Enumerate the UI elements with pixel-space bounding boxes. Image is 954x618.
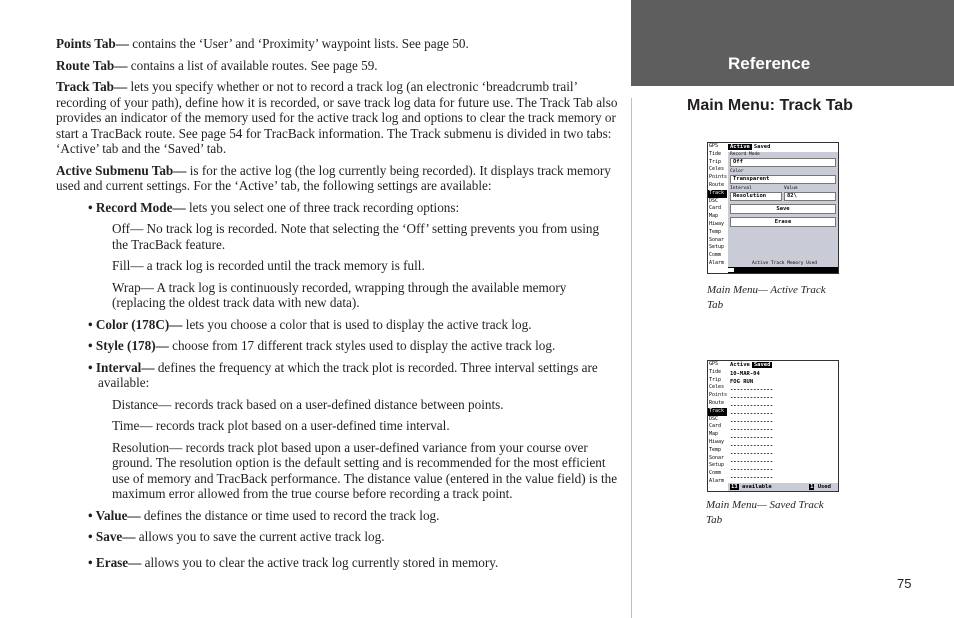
- saved-track-row: -------------: [730, 435, 774, 441]
- bullet-value: • Value— defines the distance or time used to record the track log.: [88, 507, 440, 523]
- interval-field: Resolution: [730, 192, 782, 201]
- bullet-save: • Save— allows you to save the current active track log.: [88, 529, 385, 544]
- value-field: 82\: [784, 192, 836, 201]
- screen2-tabs: [728, 361, 838, 370]
- saved-track-row: FOG RUN: [730, 379, 754, 385]
- screen2-menu: [708, 361, 727, 491]
- saved-track-screen: [707, 360, 839, 492]
- device-menu-item: Points: [709, 392, 728, 399]
- device-menu-item: Card: [709, 205, 722, 212]
- interval-time: Time— records track plot based on a user-defined time interval.: [112, 418, 450, 433]
- color-field: Transparent: [730, 175, 836, 184]
- device-menu-item: GPS: [709, 143, 719, 149]
- device-menu-item: Route: [709, 399, 725, 406]
- device-menu-item: Map: [709, 213, 719, 220]
- tab-active: Active: [730, 144, 750, 150]
- device-menu-item: Trip: [709, 158, 722, 165]
- saved-track-row: -------------: [730, 403, 774, 409]
- color-label: Color: [730, 169, 744, 174]
- used-count: 1: [810, 484, 814, 490]
- bullet-record-mode: • Record Mode— lets you select one of three track recording options:: [88, 199, 460, 215]
- saved-track-row: -------------: [730, 411, 774, 417]
- device-menu-item: Hiway: [709, 220, 725, 227]
- tab-saved: Saved: [753, 362, 771, 368]
- device-menu-item: Sonar: [709, 236, 725, 243]
- column-divider: [631, 98, 632, 618]
- active-track-screen: [707, 142, 839, 274]
- erase-button: Erase: [730, 217, 836, 227]
- device-menu-item: Celes: [709, 384, 725, 391]
- memory-fill: [728, 268, 734, 272]
- memory-label: Active Track Memory Used: [752, 261, 818, 266]
- page-number: 75: [897, 576, 912, 591]
- device-menu-item: Track: [708, 190, 727, 198]
- device-menu-item: Card: [709, 423, 722, 430]
- sidebar-title: Main Menu: Track Tab: [687, 97, 853, 114]
- value-label: Value: [784, 186, 798, 191]
- saved-track-row: -------------: [730, 475, 774, 481]
- saved-track-row: -------------: [730, 395, 774, 401]
- device-menu-item: Track: [708, 408, 727, 416]
- device-menu-item: Tide: [709, 368, 722, 375]
- device-menu-item: Setup: [709, 244, 725, 251]
- saved-track-row: -------------: [730, 467, 774, 473]
- device-menu-item: Points: [709, 174, 728, 181]
- device-menu-item: GPS: [709, 361, 719, 367]
- device-menu-item: Trip: [709, 376, 722, 383]
- section-label: Reference: [728, 54, 811, 73]
- tab-active: Active: [730, 362, 750, 368]
- record-off: Off— No track log is recorded. Note that selecting the ‘Off’ setting prevents you from using the TracBack feature.: [112, 221, 600, 252]
- available-count: 13: [731, 484, 738, 490]
- screen1-tabs: [728, 143, 838, 152]
- caption-active: Main Menu— Active Track Tab: [707, 284, 826, 311]
- bullet-style: • Style (178)— choose from 17 different track styles used to display the active track log.: [88, 338, 556, 353]
- tab-saved: Saved: [753, 144, 771, 150]
- device-menu-item: Alarm: [709, 477, 725, 484]
- interval-label: Interval: [730, 186, 752, 191]
- device-menu-item: Celes: [709, 166, 725, 173]
- saved-track-list: [728, 370, 838, 482]
- device-menu-item: Temp: [709, 228, 722, 235]
- bullet-erase: • Erase— allows you to clear the active track log currently stored in memory.: [88, 554, 499, 570]
- main-text: [56, 36, 618, 576]
- saved-track-row: -------------: [730, 451, 774, 457]
- interval-distance: Distance— records track based on a user-defined distance between points.: [112, 396, 504, 412]
- device-menu-item: Temp: [709, 446, 722, 453]
- available-label: available: [741, 484, 772, 490]
- device-menu-item: Comm: [709, 252, 722, 259]
- interval-resolution: Resolution— records track plot based upon a user-defined variance from your course over ground. The resolution option is the default setting and is recommended for the most efficient use of memory and TracBack performance. The distance value (entered in the value field) is the maximum error allowed from the true course before recording a track point.: [112, 439, 618, 501]
- route-tab-paragraph: Route Tab— contains a list of available routes. See page 59.: [56, 57, 378, 73]
- active-submenu-paragraph: Active Submenu Tab— is for the active log (the log currently being recorded). It displays track memory used and current settings. For the ‘Active’ tab, the following settings are available:: [56, 162, 611, 193]
- saved-track-row: -------------: [730, 419, 774, 425]
- bullet-color: • Color (178C)— lets you choose a color that is used to display the active track log.: [88, 316, 532, 332]
- screen1-menu: [708, 143, 727, 273]
- device-menu-item: Map: [709, 431, 719, 438]
- record-fill: Fill— a track log is recorded until the track memory is full.: [112, 258, 425, 273]
- save-button: Save: [730, 204, 836, 214]
- device-menu-item: Setup: [709, 462, 725, 469]
- saved-track-row: -------------: [730, 387, 774, 393]
- memory-bar: [728, 267, 838, 273]
- device-menu-item: Alarm: [709, 259, 725, 266]
- record-wrap: Wrap— A track log is continuously recorded, wrapping through the available memory (replacing the oldest track data with new data).: [112, 279, 567, 310]
- device-menu-item: DSC: [709, 197, 719, 204]
- device-menu-item: Hiway: [709, 438, 725, 445]
- saved-track-row: -------------: [730, 459, 774, 465]
- device-menu-item: Sonar: [709, 454, 725, 461]
- record-mode-field: Off: [730, 158, 836, 167]
- saved-track-row: 10-MAR-04: [730, 371, 760, 377]
- device-menu-item: Tide: [709, 150, 722, 157]
- screen1-pane: [728, 143, 838, 273]
- record-mode-label: Record Mode: [730, 152, 760, 157]
- used-label: Used: [817, 484, 831, 490]
- caption-saved: Main Menu— Saved Track Tab: [706, 499, 824, 526]
- screen2-pane: [728, 361, 838, 491]
- saved-track-row: -------------: [730, 443, 774, 449]
- track-tab-paragraph: Track Tab— lets you specify whether or not to record a track log (an electronic ‘breadcrumb trail’ recording of your path), define how it is recorded, or save track log data for future use. The Track Tab also provides an indicator of the memory used for the active track log and options to clear the track memory or start a TracBack route. See page 54 for TracBack information. The Track submenu is divided in two tabs: ‘Active’ tab and the ‘Saved’ tab.: [56, 79, 618, 156]
- section-header-bar: [631, 0, 954, 86]
- device-menu-item: DSC: [709, 415, 719, 422]
- device-menu-item: Comm: [709, 470, 722, 477]
- device-menu-item: Route: [709, 181, 725, 188]
- points-tab-paragraph: Points Tab— contains the ‘User’ and ‘Proximity’ waypoint lists. See page 50.: [56, 36, 469, 51]
- screen2-footer: [728, 483, 838, 491]
- bullet-interval: • Interval— defines the frequency at which the track plot is recorded. Three interval settings are available:: [88, 359, 598, 390]
- saved-track-row: -------------: [730, 427, 774, 433]
